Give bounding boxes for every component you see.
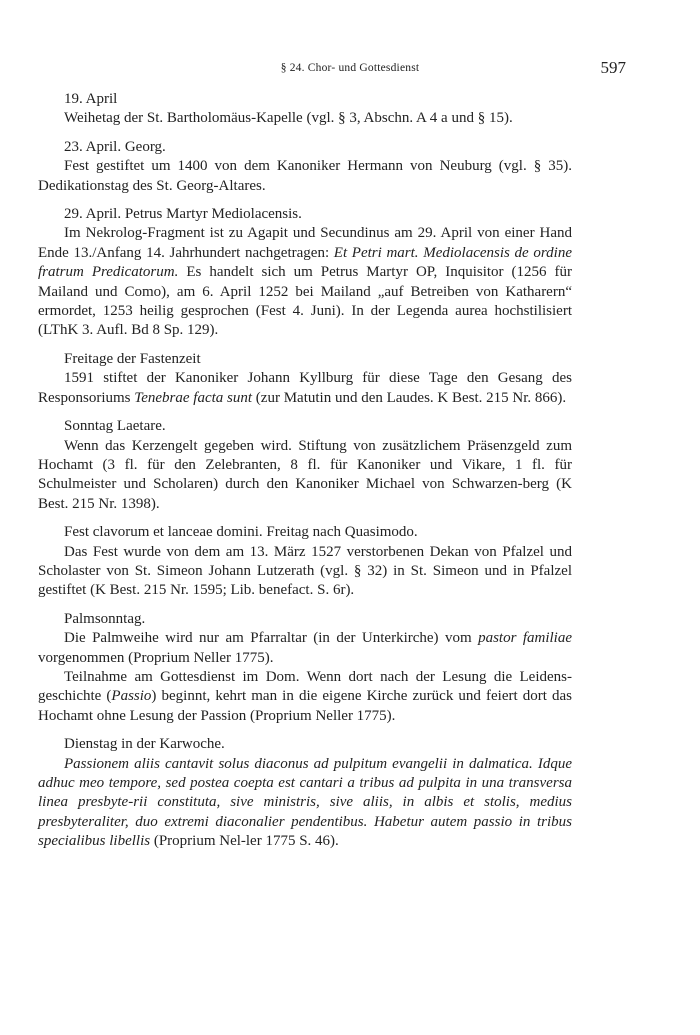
calendar-entry (38, 90, 572, 129)
italic-text-run: Tenebrae facta sunt (134, 389, 253, 406)
calendar-entry (38, 523, 572, 601)
entry-paragraph (38, 224, 572, 340)
text-run: Wenn das Kerzengelt gegeben wird. Stiftung von zusätzlichem Präsenzgeld zum Hochamt (3 fl. für den Zelebranten, 8 fl. für Kanoniker und Vikare, 1 fl. für Schulmeister und Scholaren) durch den Kanoniker Michael von Schwarzen-berg (K Best. 215 Nr. 1398). (38, 437, 572, 512)
entry-title: Fest clavorum et lanceae domini. Freitag nach Quasimodo. (64, 524, 418, 541)
calendar-entry (38, 610, 572, 726)
text-run: Im Nekrolog-Fragment ist zu Agapit und Secundinus am 29. April von einer Hand Ende 13./Anfang 14. Jahrhundert nachgetragen: (38, 225, 572, 261)
entry-paragraph (38, 109, 572, 128)
entry-paragraph (38, 543, 572, 601)
calendar-entry (38, 417, 572, 514)
entry-title: 19. April (64, 91, 118, 107)
entry-paragraph (38, 629, 572, 668)
entry-paragraph (38, 668, 572, 726)
running-header (38, 58, 662, 80)
text-run: Fest gestiftet um 1400 von dem Kanoniker Hermann von Neuburg (vgl. § 35). Dedikationstag des St. Georg-Altares. (38, 158, 572, 194)
text-run: Teilnahme am Gottesdienst im Dom. Wenn dort nach der Lesung die Leidens-geschichte ( (38, 668, 572, 705)
calendar-entry (38, 735, 572, 851)
entry-title: Dienstag in der Karwoche. (64, 736, 225, 753)
entry-title: Palmsonntag. (64, 610, 146, 627)
entry-title: 23. April. Georg. (64, 138, 166, 155)
document-body (38, 90, 572, 861)
page-number: 597 (600, 58, 626, 77)
text-run: vorgenommen (Proprium Neller 1775). (38, 649, 274, 666)
text-run: ) beginnt, kehrt man in die eigene Kirche zurück und feiert dort das Hochamt ohne Lesung der Passion (Proprium Neller 1775). (38, 688, 572, 724)
running-title: § 24. Chor- und Gottesdienst (280, 62, 420, 74)
italic-text-run: Et Petri mart. Mediolacensis de ordine fratrum Predicatorum. (38, 244, 572, 281)
italic-text-run: Passio (111, 688, 152, 705)
text-run: Weihetag der St. Bartholomäus-Kapelle (vgl. § 3, Abschn. A 4 a und § 15). (64, 110, 513, 127)
calendar-entry (38, 138, 572, 196)
calendar-entry (38, 350, 572, 408)
entry-paragraph (38, 437, 572, 515)
entry-title: Freitage der Fastenzeit (64, 350, 201, 367)
italic-text-run: pastor familiae (478, 630, 572, 647)
text-run: Das Fest wurde von dem am 13. März 1527 verstorbenen Dekan von Pfalzel und Scholaster von St. Simeon Johann Lutzerath (vgl. § 32) in St. Simeon und in Pfalzel gestiftet (K Best. 215 Nr. 1595; Lib. benefact. S. 6r). (38, 543, 572, 599)
text-run: (zur Matutin und den Laudes. K Best. 215 Nr. 866). (252, 389, 567, 406)
entry-paragraph (38, 755, 572, 852)
entry-paragraph (38, 157, 572, 196)
text-run: Es handelt sich um Petrus Martyr OP, Inquisitor (1256 für Mailand und Como), am 6. April 1252 bei Mailand „auf Betreiben von Katharern“ ermordet, 1253 heilig gesprochen (Fest 4. Juni). In der Legenda aurea hochstilisiert (LThK 3. Aufl. Bd 8 Sp. 129). (38, 264, 572, 339)
entry-title: 29. April. Petrus Martyr Mediolacensis. (64, 206, 302, 223)
entry-paragraph (38, 369, 572, 408)
text-run: 1591 stiftet der Kanoniker Johann Kyllburg für diese Tage den Gesang des Responsoriums (38, 370, 572, 406)
entry-title: Sonntag Laetare. (64, 418, 166, 435)
calendar-entry (38, 205, 572, 341)
text-run: (Proprium Nel-ler 1775 S. 46). (150, 833, 339, 850)
italic-text-run: Passionem aliis cantavit solus diaconus ad pulpitum evangelii in dalmatica. Idque adhuc meo tempore, sed postea coepta est cantari a tribus ad pulpita in una transversa linea presbyte-rii constituta, sive ministris, sive aliis, in albis et stolis, medius presbyteraliter, duo extremi diaconalier pendentibus. Habetur autem passio in tribus specialibus libellis (38, 755, 572, 850)
text-run: Die Palmweihe wird nur am Pfarraltar (in der Unterkirche) vom (64, 630, 479, 647)
